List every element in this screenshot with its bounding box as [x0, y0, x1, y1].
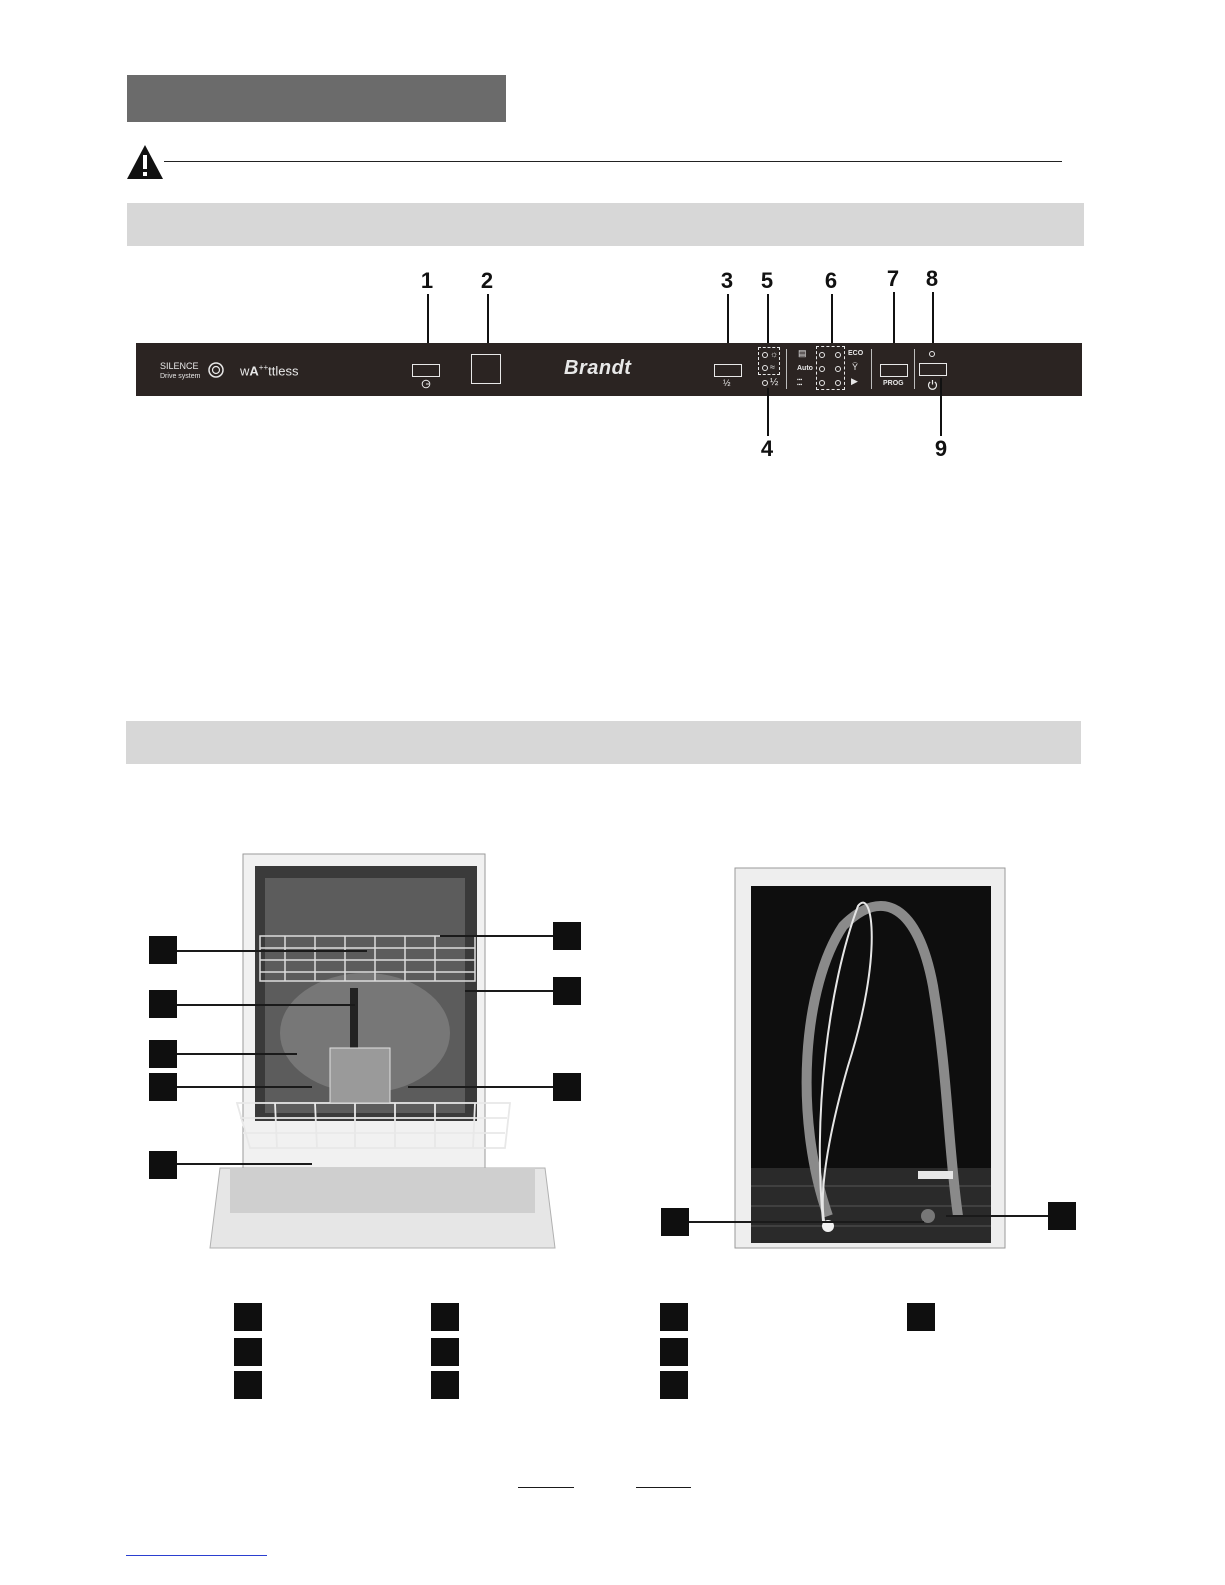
- salt-icon: ☼: [770, 349, 779, 359]
- panel-divider: [786, 349, 787, 389]
- legend-square: [234, 1338, 262, 1366]
- legend-square: [660, 1338, 688, 1366]
- part-leader-line: [177, 1004, 355, 1006]
- part-leader-line: [177, 1163, 312, 1165]
- program-button[interactable]: [880, 364, 908, 377]
- legend-square: [660, 1371, 688, 1399]
- callout-2: 2: [480, 268, 494, 293]
- part-leader-line: [177, 950, 367, 952]
- rinse-aid-icon: ≈: [770, 362, 775, 372]
- callout-2-leader: [487, 294, 489, 348]
- program-led-3: [819, 380, 825, 386]
- callout-4-leader: [767, 388, 769, 436]
- dishwasher-back-photo: [733, 866, 1008, 1251]
- callout-9-leader: [940, 378, 942, 436]
- part-callout-square: [553, 1073, 581, 1101]
- warning-rule: [164, 161, 1062, 162]
- callout-1: 1: [420, 268, 434, 293]
- part-leader-line: [408, 1086, 553, 1088]
- intensive-icon: ▤: [798, 348, 807, 358]
- part-leader-line: [946, 1215, 1048, 1217]
- callout-5: 5: [760, 268, 774, 293]
- panel-divider-2: [871, 349, 872, 389]
- footer-underline: [636, 1487, 691, 1488]
- wattless-logo: wA++ttless: [240, 363, 299, 379]
- callout-8: 8: [925, 266, 939, 291]
- rinse-aid-led: [762, 365, 768, 371]
- salt-led: [762, 352, 768, 358]
- timer-icon: [421, 379, 431, 389]
- eco-label: ECO: [848, 350, 864, 357]
- legend-square: [431, 1371, 459, 1399]
- section-bar-control-panel: [127, 203, 1084, 246]
- callout-5-leader: [767, 294, 769, 346]
- footer-link-underline[interactable]: [126, 1555, 267, 1556]
- part-leader-line: [177, 1053, 297, 1055]
- part-callout-square: [149, 1073, 177, 1101]
- half-led-label: ½: [770, 377, 779, 388]
- warning-triangle-icon: [126, 143, 164, 181]
- callout-6-leader: [831, 294, 833, 344]
- program-led-4: [835, 352, 841, 358]
- part-callout-square: [1048, 1202, 1076, 1230]
- silence-logo: SILENCE Drive system: [160, 361, 201, 380]
- part-callout-square: [553, 977, 581, 1005]
- quick-icon: ▪▪▪ ▪▪▪: [797, 377, 803, 388]
- callout-6: 6: [824, 268, 838, 293]
- silence-swirl-icon: [207, 361, 225, 379]
- part-callout-square: [149, 1151, 177, 1179]
- power-button[interactable]: [919, 363, 947, 376]
- part-callout-square: [553, 922, 581, 950]
- section-title-bar: [127, 75, 506, 122]
- legend-square: [907, 1303, 935, 1331]
- legend-square: [431, 1338, 459, 1366]
- part-callout-square: [149, 1040, 177, 1068]
- section-bar-appliance: [126, 721, 1081, 764]
- part-leader-line: [177, 1086, 312, 1088]
- delay-start-button[interactable]: [412, 364, 440, 377]
- program-led-5: [835, 366, 841, 372]
- callout-9: 9: [934, 436, 948, 461]
- part-callout-square: [149, 990, 177, 1018]
- part-callout-square: [149, 936, 177, 964]
- half-load-label: ½: [723, 378, 731, 388]
- part-leader-line: [465, 990, 553, 992]
- brand-logo: Brandt: [564, 357, 632, 379]
- program-led-2: [819, 366, 825, 372]
- display-window: [471, 354, 501, 384]
- callout-3: 3: [720, 268, 734, 293]
- part-callout-square: [661, 1208, 689, 1236]
- power-icon: [927, 379, 938, 390]
- prewash-icon: ▶: [851, 376, 858, 386]
- program-led-6: [835, 380, 841, 386]
- footer-underline: [518, 1487, 574, 1488]
- callout-7: 7: [886, 266, 900, 291]
- callout-4: 4: [760, 436, 774, 461]
- part-leader-line: [689, 1221, 924, 1223]
- half-load-button[interactable]: [714, 364, 742, 377]
- panel-divider-3: [914, 349, 915, 389]
- program-led-1: [819, 352, 825, 358]
- legend-square: [660, 1303, 688, 1331]
- half-load-led: [762, 380, 768, 386]
- power-led: [929, 351, 935, 357]
- glass-icon: Ÿ: [852, 362, 859, 372]
- auto-label: Auto: [797, 365, 813, 372]
- legend-square: [234, 1303, 262, 1331]
- callout-8-leader: [932, 292, 934, 346]
- prog-label: PROG: [883, 380, 904, 387]
- part-leader-line: [440, 935, 553, 937]
- legend-square: [234, 1371, 262, 1399]
- legend-square: [431, 1303, 459, 1331]
